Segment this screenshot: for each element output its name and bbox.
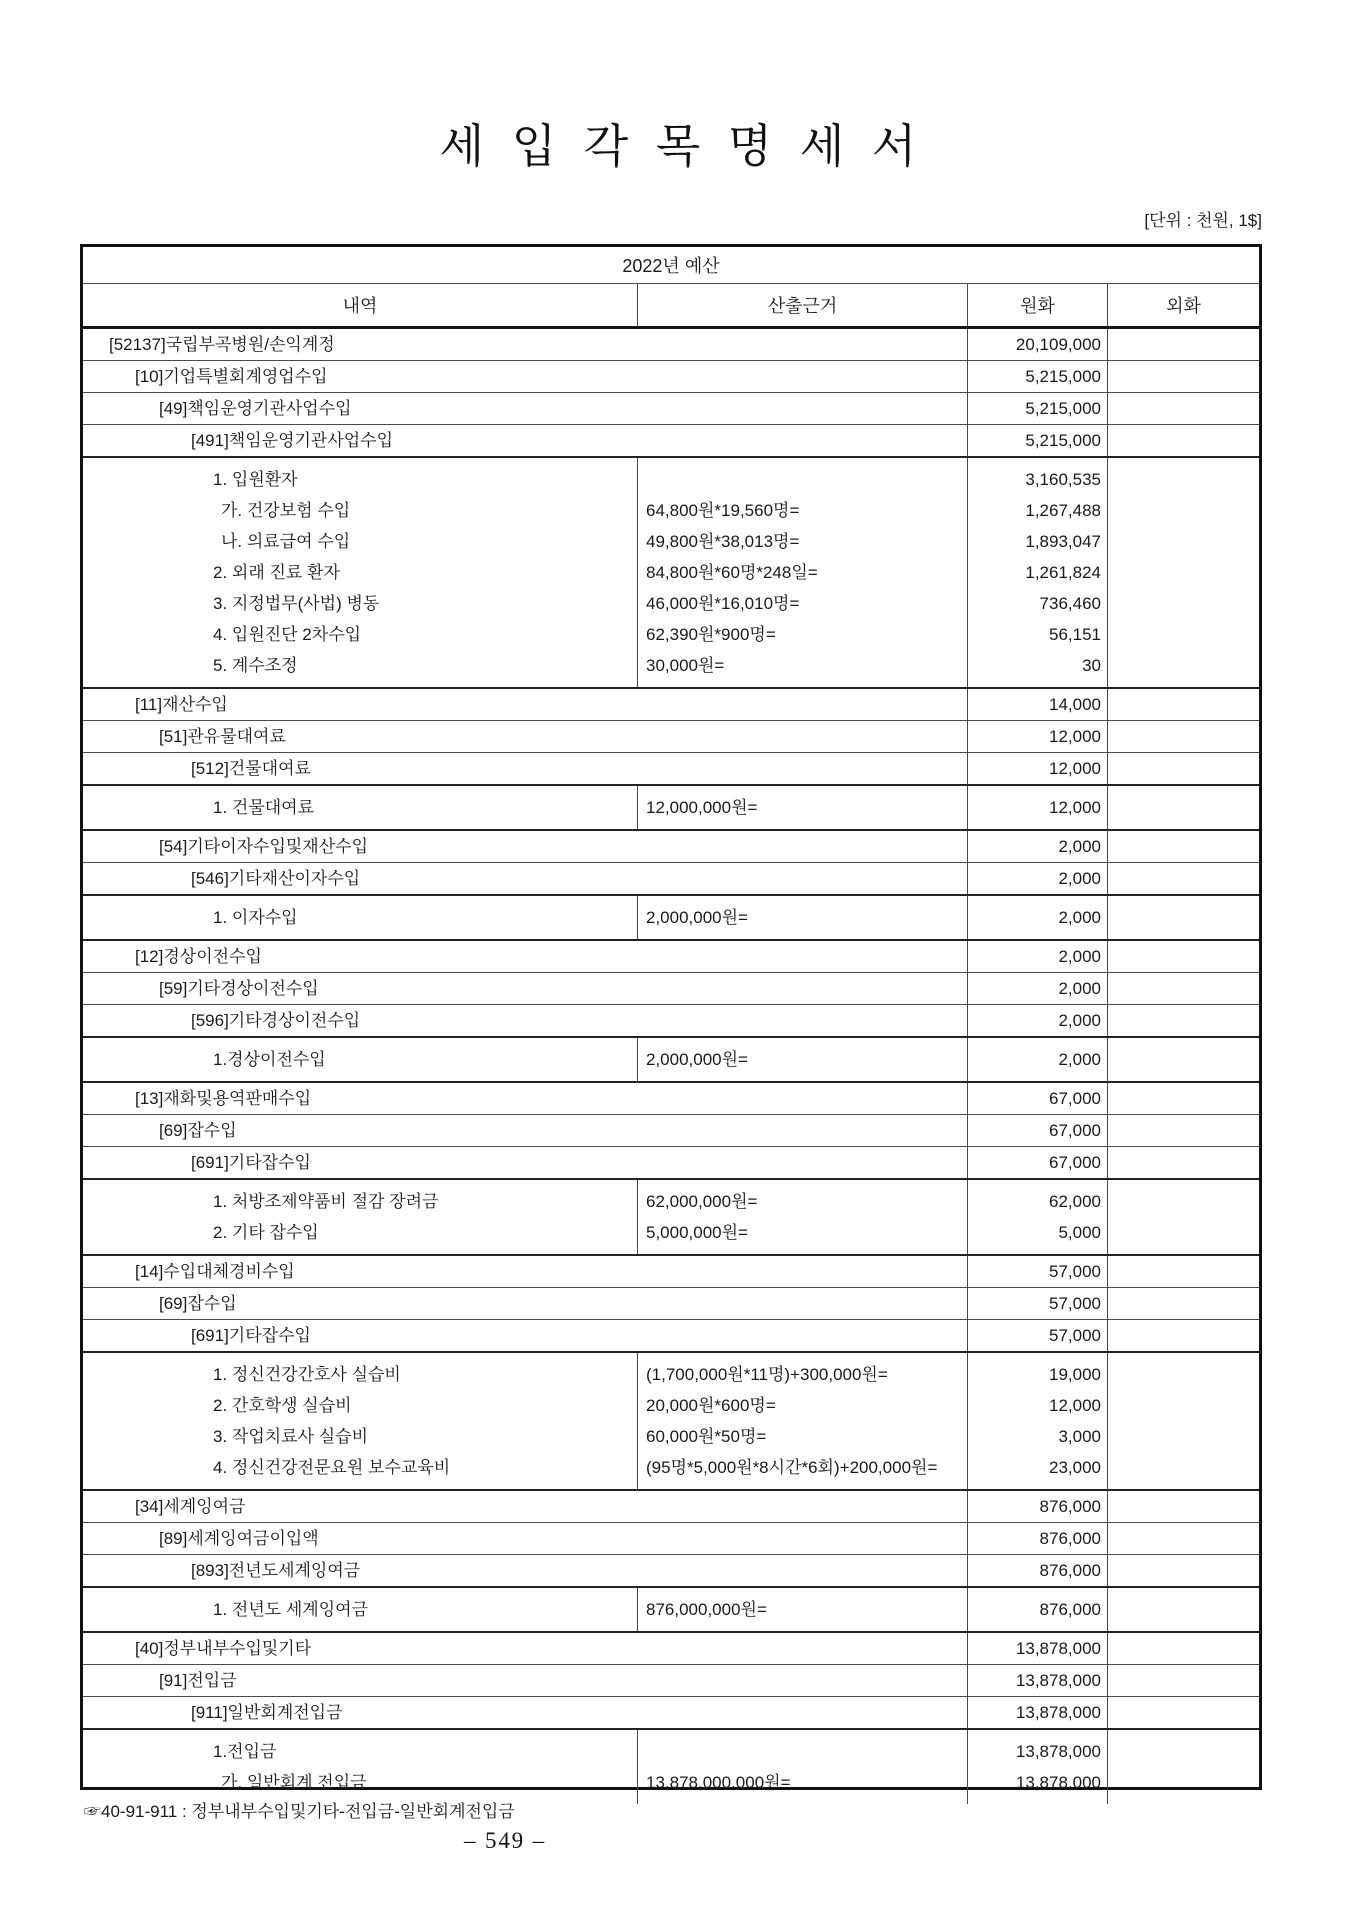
table-column-c12 <box>83 361 968 392</box>
cell-basis: 30,000원= <box>646 656 725 675</box>
table-column-c1 <box>83 1588 638 1631</box>
page-number: – 549 – <box>464 1828 546 1853</box>
summary-row <box>83 1697 1259 1730</box>
cell-krw: 12,000 <box>1049 759 1101 778</box>
cell-label: [596]기타경상이전수입 <box>191 1011 361 1030</box>
cell-label: 2. 기타 잡수입 <box>213 1223 319 1242</box>
table-column-c3 <box>968 1288 1108 1319</box>
budget-table <box>80 244 1262 1790</box>
table-column-c4 <box>1108 1256 1259 1287</box>
cell-label: [691]기타잡수입 <box>191 1153 311 1172</box>
table-column-c4 <box>1108 1730 1259 1804</box>
cell-fx <box>1108 721 1259 752</box>
table-column-c3 <box>968 689 1108 720</box>
table-column-c3 <box>968 1180 1108 1254</box>
footnote: ☞40-91-911 : 정부내부수입및기타-전입금-일반회계전입금 <box>84 1802 515 1821</box>
cell-label: [91]전입금 <box>159 1671 237 1690</box>
table-column-c4 <box>1108 1633 1259 1664</box>
summary-row <box>83 753 1259 786</box>
cell-label: [691]기타잡수입 <box>191 1326 311 1345</box>
table-column-c3 <box>968 753 1108 784</box>
table-column-c2 <box>638 458 968 687</box>
cell-fx <box>1108 650 1259 681</box>
cell-fx <box>1108 1767 1259 1798</box>
cell-krw: 3,160,535 <box>1025 470 1101 489</box>
cell-fx <box>1108 557 1259 588</box>
summary-row <box>83 329 1259 361</box>
cell-label: 가. 일반회계 전입금 <box>221 1773 367 1792</box>
table-column-c1 <box>83 896 638 939</box>
table-column-c3 <box>968 1353 1108 1489</box>
cell-krw: 13,878,000 <box>1015 1742 1101 1761</box>
detail-block <box>83 458 1259 689</box>
cell-krw: 876,000 <box>1039 1529 1101 1548</box>
unit-label: [단위 : 천원, 1$] <box>1144 211 1262 230</box>
cell-fx <box>1108 1452 1259 1483</box>
table-column-c3 <box>968 863 1108 894</box>
cell-krw: 13,878,000 <box>1015 1671 1101 1690</box>
detail-block <box>83 1353 1259 1491</box>
cell-basis: 62,000,000원= <box>646 1192 758 1211</box>
table-column-c4 <box>1108 1555 1259 1586</box>
table-column-c12 <box>83 1491 968 1522</box>
table-column-c4 <box>1108 1038 1259 1081</box>
cell-basis: (1,700,000원*11명)+300,000원= <box>646 1365 888 1384</box>
cell-krw: 20,109,000 <box>1015 335 1101 354</box>
column-header-basis: 산출근거 <box>638 284 968 326</box>
table-column-c3 <box>968 973 1108 1004</box>
table-column-c3 <box>968 1588 1108 1631</box>
cell-label: [12]경상이전수입 <box>135 947 262 966</box>
detail-block <box>83 1038 1259 1083</box>
cell-fx <box>1108 831 1259 862</box>
table-column-c4 <box>1108 1147 1259 1178</box>
detail-block <box>83 1180 1259 1256</box>
cell-krw: 5,215,000 <box>1025 367 1101 386</box>
table-column-c2 <box>638 1730 968 1804</box>
cell-basis <box>638 1736 967 1767</box>
cell-fx <box>1108 1005 1259 1036</box>
cell-basis: 64,800원*19,560명= <box>646 501 800 520</box>
cell-krw: 2,000 <box>1058 908 1101 927</box>
table-column-c12 <box>83 1665 968 1696</box>
cell-label: 3. 지정법무(사법) 병동 <box>213 594 380 613</box>
summary-row <box>83 1115 1259 1147</box>
cell-krw: 5,000 <box>1058 1223 1101 1242</box>
table-column-c4 <box>1108 721 1259 752</box>
cell-krw: 1,893,047 <box>1025 532 1101 551</box>
table-column-c4 <box>1108 941 1259 972</box>
table-column-c3 <box>968 1115 1108 1146</box>
table-column-c2 <box>638 1038 968 1081</box>
cell-krw: 2,000 <box>1058 837 1101 856</box>
table-column-c4 <box>1108 896 1259 939</box>
cell-label: [49]책임운영기관사업수입 <box>159 399 352 418</box>
cell-fx <box>1108 863 1259 894</box>
cell-basis: 5,000,000원= <box>646 1223 748 1242</box>
table-column-c1 <box>83 1353 638 1489</box>
table-column-c3 <box>968 425 1108 456</box>
cell-krw: 12,000 <box>1049 1396 1101 1415</box>
table-column-c4 <box>1108 1320 1259 1351</box>
table-column-c4 <box>1108 973 1259 1004</box>
table-column-c3 <box>968 329 1108 360</box>
summary-row <box>83 1256 1259 1288</box>
table-column-c12 <box>83 1320 968 1351</box>
cell-basis: 62,390원*900명= <box>646 625 776 644</box>
cell-label: 3. 작업치료사 실습비 <box>213 1427 368 1446</box>
table-column-c4 <box>1108 753 1259 784</box>
cell-fx <box>1108 1288 1259 1319</box>
cell-label: 4. 정신건강전문요원 보수교육비 <box>213 1458 451 1477</box>
cell-krw: 1,261,824 <box>1025 563 1101 582</box>
cell-fx <box>1108 1115 1259 1146</box>
cell-label: [512]건물대여료 <box>191 759 311 778</box>
summary-row <box>83 393 1259 425</box>
cell-krw: 5,215,000 <box>1025 431 1101 450</box>
cell-basis: 2,000,000원= <box>646 908 748 927</box>
cell-krw: 1,267,488 <box>1025 501 1101 520</box>
summary-row <box>83 689 1259 721</box>
cell-krw: 23,000 <box>1049 1458 1101 1477</box>
cell-krw: 62,000 <box>1049 1192 1101 1211</box>
summary-row <box>83 1555 1259 1588</box>
table-column-c12 <box>83 425 968 456</box>
cell-label: [546]기타재산이자수입 <box>191 869 361 888</box>
cell-label: 5. 계수조정 <box>213 656 298 675</box>
table-column-c2 <box>638 1180 968 1254</box>
table-column-c12 <box>83 1115 968 1146</box>
cell-krw: 12,000 <box>1049 798 1101 817</box>
table-column-c12 <box>83 1147 968 1178</box>
table-column-c12 <box>83 393 968 424</box>
cell-krw: 13,878,000 <box>1015 1703 1101 1722</box>
cell-label: 가. 건강보험 수입 <box>221 501 351 520</box>
summary-row <box>83 831 1259 863</box>
table-column-c4 <box>1108 831 1259 862</box>
table-column-c12 <box>83 753 968 784</box>
table-column-c3 <box>968 1697 1108 1728</box>
table-column-c12 <box>83 1083 968 1114</box>
detail-block <box>83 896 1259 941</box>
summary-row <box>83 863 1259 896</box>
table-column-c2 <box>638 786 968 829</box>
table-column-c3 <box>968 361 1108 392</box>
cell-label: [51]관유물대여료 <box>159 727 286 746</box>
table-column-c12 <box>83 941 968 972</box>
cell-krw: 57,000 <box>1049 1262 1101 1281</box>
table-column-c3 <box>968 1633 1108 1664</box>
table-column-c12 <box>83 689 968 720</box>
cell-label: 2. 외래 진료 환자 <box>213 563 340 582</box>
table-column-c4 <box>1108 786 1259 829</box>
cell-label: [911]일반회계전입금 <box>191 1703 343 1722</box>
table-column-c12 <box>83 831 968 862</box>
cell-label: 1. 건물대여료 <box>213 798 315 817</box>
cell-label: [14]수입대체경비수입 <box>135 1262 295 1281</box>
cell-basis: 49,800원*38,013명= <box>646 532 800 551</box>
table-column-c3 <box>968 393 1108 424</box>
table-column-c12 <box>83 1523 968 1554</box>
table-column-c3 <box>968 1147 1108 1178</box>
table-column-c12 <box>83 329 968 360</box>
cell-fx <box>1108 1697 1259 1728</box>
detail-block <box>83 1730 1259 1804</box>
cell-basis <box>638 464 967 495</box>
cell-krw: 2,000 <box>1058 869 1101 888</box>
table-column-c3 <box>968 721 1108 752</box>
cell-label: [40]정부내부수입및기타 <box>135 1639 312 1658</box>
summary-row <box>83 973 1259 1005</box>
cell-krw: 5,215,000 <box>1025 399 1101 418</box>
table-column-c3 <box>968 1555 1108 1586</box>
table-column-c12 <box>83 1633 968 1664</box>
cell-fx <box>1108 329 1259 360</box>
cell-label: [89]세계잉여금이입액 <box>159 1529 319 1548</box>
detail-block <box>83 1588 1259 1633</box>
cell-label: 1. 전년도 세계잉여금 <box>213 1600 368 1619</box>
cell-fx <box>1108 1320 1259 1351</box>
cell-fx <box>1108 1217 1259 1248</box>
table-column-c12 <box>83 1005 968 1036</box>
cell-fx <box>1108 588 1259 619</box>
cell-label: 1.경상이전수입 <box>213 1050 326 1069</box>
detail-block <box>83 786 1259 831</box>
cell-fx <box>1108 464 1259 495</box>
cell-fx <box>1108 1523 1259 1554</box>
table-column-c12 <box>83 1256 968 1287</box>
cell-fx <box>1108 1390 1259 1421</box>
cell-label: [10]기업특별회계영업수입 <box>135 367 328 386</box>
table-column-c4 <box>1108 1588 1259 1631</box>
table-column-c12 <box>83 973 968 1004</box>
cell-krw: 13,878,000 <box>1015 1639 1101 1658</box>
cell-fx <box>1108 1359 1259 1390</box>
table-column-c12 <box>83 863 968 894</box>
table-column-c4 <box>1108 1083 1259 1114</box>
summary-row <box>83 1523 1259 1555</box>
cell-fx <box>1108 902 1259 933</box>
table-column-c4 <box>1108 1353 1259 1489</box>
summary-row <box>83 1320 1259 1353</box>
cell-label: [11]재산수입 <box>135 695 228 714</box>
cell-label: [893]전년도세계잉여금 <box>191 1561 361 1580</box>
cell-fx <box>1108 361 1259 392</box>
cell-label: [69]잡수입 <box>159 1121 237 1140</box>
table-column-c3 <box>968 1005 1108 1036</box>
table-column-c4 <box>1108 1523 1259 1554</box>
cell-krw: 13,878,000 <box>1015 1773 1101 1792</box>
table-column-c12 <box>83 1288 968 1319</box>
cell-label: 1. 처방조제약품비 절감 장려금 <box>213 1192 439 1211</box>
cell-basis: 60,000원*50명= <box>646 1427 767 1446</box>
cell-krw: 67,000 <box>1049 1153 1101 1172</box>
cell-fx <box>1108 1186 1259 1217</box>
summary-row <box>83 425 1259 458</box>
cell-krw: 876,000 <box>1039 1600 1101 1619</box>
summary-row <box>83 1288 1259 1320</box>
cell-fx <box>1108 619 1259 650</box>
cell-label: 나. 의료급여 수입 <box>221 532 351 551</box>
cell-fx <box>1108 526 1259 557</box>
table-column-c2 <box>638 1353 968 1489</box>
summary-row <box>83 721 1259 753</box>
table-column-c3 <box>968 1038 1108 1081</box>
cell-krw: 14,000 <box>1049 695 1101 714</box>
cell-krw: 12,000 <box>1049 727 1101 746</box>
table-column-c12 <box>83 721 968 752</box>
table-column-c3 <box>968 1730 1108 1804</box>
cell-krw: 2,000 <box>1058 1050 1101 1069</box>
cell-basis: 12,000,000원= <box>646 798 758 817</box>
cell-krw: 2,000 <box>1058 947 1101 966</box>
cell-fx <box>1108 941 1259 972</box>
cell-label: 1. 이자수입 <box>213 908 298 927</box>
table-column-c3 <box>968 1491 1108 1522</box>
cell-label: 1.전입금 <box>213 1742 277 1761</box>
page-title: 세입각목명세서 <box>439 120 944 172</box>
cell-krw: 57,000 <box>1049 1294 1101 1313</box>
summary-row <box>83 941 1259 973</box>
table-column-c3 <box>968 896 1108 939</box>
table-column-c3 <box>968 1083 1108 1114</box>
cell-label: [491]책임운영기관사업수입 <box>191 431 394 450</box>
summary-row <box>83 361 1259 393</box>
table-column-c2 <box>638 1588 968 1631</box>
column-header-row <box>83 284 1259 329</box>
column-header-detail: 내역 <box>83 284 638 326</box>
year-header: 2022년 예산 <box>83 247 1259 284</box>
cell-fx <box>1108 1044 1259 1075</box>
table-column-c4 <box>1108 689 1259 720</box>
table-column-c1 <box>83 458 638 687</box>
cell-fx <box>1108 973 1259 1004</box>
table-column-c4 <box>1108 458 1259 687</box>
table-body <box>83 329 1259 1804</box>
table-column-c3 <box>968 831 1108 862</box>
cell-label: [54]기타이자수입및재산수입 <box>159 837 368 856</box>
cell-label: [13]재화및용역판매수입 <box>135 1089 312 1108</box>
table-column-c4 <box>1108 863 1259 894</box>
cell-krw: 876,000 <box>1039 1497 1101 1516</box>
cell-krw: 67,000 <box>1049 1089 1101 1108</box>
table-column-c3 <box>968 1256 1108 1287</box>
cell-krw: 67,000 <box>1049 1121 1101 1140</box>
cell-fx <box>1108 393 1259 424</box>
cell-fx <box>1108 1256 1259 1287</box>
table-column-c1 <box>83 1180 638 1254</box>
table-column-c2 <box>638 896 968 939</box>
summary-row <box>83 1491 1259 1523</box>
cell-krw: 3,000 <box>1058 1427 1101 1446</box>
table-column-c4 <box>1108 1491 1259 1522</box>
table-column-c4 <box>1108 1180 1259 1254</box>
cell-label: 1. 정신건강간호사 실습비 <box>213 1365 401 1384</box>
table-column-c4 <box>1108 1115 1259 1146</box>
table-column-c12 <box>83 1697 968 1728</box>
summary-row <box>83 1083 1259 1115</box>
cell-label: [52137]국립부곡병원/손익계정 <box>109 335 335 354</box>
cell-fx <box>1108 1147 1259 1178</box>
cell-basis: 20,000원*600명= <box>646 1396 776 1415</box>
cell-basis: 876,000,000원= <box>646 1600 767 1619</box>
cell-fx <box>1108 689 1259 720</box>
table-column-c1 <box>83 1038 638 1081</box>
cell-basis: 13,878,000,000원= <box>646 1773 791 1792</box>
cell-basis: 84,800원*60명*248일= <box>646 563 818 582</box>
column-header-fx: 외화 <box>1166 296 1201 316</box>
summary-row <box>83 1005 1259 1038</box>
table-column-c1 <box>83 1730 638 1804</box>
table-column-c1 <box>83 786 638 829</box>
cell-fx <box>1108 792 1259 823</box>
cell-krw: 2,000 <box>1058 1011 1101 1030</box>
cell-fx <box>1108 1665 1259 1696</box>
cell-fx <box>1108 753 1259 784</box>
table-column-c3 <box>968 458 1108 687</box>
table-column-c4 <box>1108 329 1259 360</box>
cell-fx <box>1108 1736 1259 1767</box>
table-column-c4 <box>1108 393 1259 424</box>
table-column-c12 <box>83 1555 968 1586</box>
cell-basis: 46,000원*16,010명= <box>646 594 800 613</box>
cell-label: [59]기타경상이전수입 <box>159 979 319 998</box>
summary-row <box>83 1147 1259 1180</box>
cell-fx <box>1108 1421 1259 1452</box>
column-header-krw: 원화 <box>968 284 1108 326</box>
cell-krw: 876,000 <box>1039 1561 1101 1580</box>
cell-label: [69]잡수입 <box>159 1294 237 1313</box>
cell-basis: (95명*5,000원*8시간*6회)+200,000원= <box>646 1458 938 1477</box>
cell-label: [34]세계잉여금 <box>135 1497 246 1516</box>
table-column-c4 <box>1108 425 1259 456</box>
cell-fx <box>1108 1633 1259 1664</box>
cell-krw: 30 <box>1082 656 1101 675</box>
cell-fx <box>1108 425 1259 456</box>
cell-fx <box>1108 1491 1259 1522</box>
cell-label: 1. 입원환자 <box>213 470 298 489</box>
cell-fx <box>1108 1555 1259 1586</box>
cell-krw: 736,460 <box>1039 594 1101 613</box>
table-column-c4 <box>1108 1697 1259 1728</box>
table-column-c4 <box>1108 1288 1259 1319</box>
cell-krw: 56,151 <box>1049 625 1101 644</box>
cell-krw: 19,000 <box>1049 1365 1101 1384</box>
summary-row <box>83 1633 1259 1665</box>
cell-basis: 2,000,000원= <box>646 1050 748 1069</box>
table-column-c4 <box>1108 361 1259 392</box>
table-column-c3 <box>968 1665 1108 1696</box>
cell-label: 4. 입원진단 2차수입 <box>213 625 362 644</box>
table-column-c3 <box>968 786 1108 829</box>
table-column-c3 <box>968 1523 1108 1554</box>
table-column-c4 <box>1108 1005 1259 1036</box>
cell-fx <box>1108 495 1259 526</box>
table-column-c3 <box>968 1320 1108 1351</box>
cell-fx <box>1108 1083 1259 1114</box>
table-column-c4 <box>1108 1665 1259 1696</box>
cell-krw: 2,000 <box>1058 979 1101 998</box>
summary-row <box>83 1665 1259 1697</box>
table-column-c3 <box>968 941 1108 972</box>
cell-fx <box>1108 1594 1259 1625</box>
cell-krw: 57,000 <box>1049 1326 1101 1345</box>
cell-label: 2. 간호학생 실습비 <box>213 1396 352 1415</box>
